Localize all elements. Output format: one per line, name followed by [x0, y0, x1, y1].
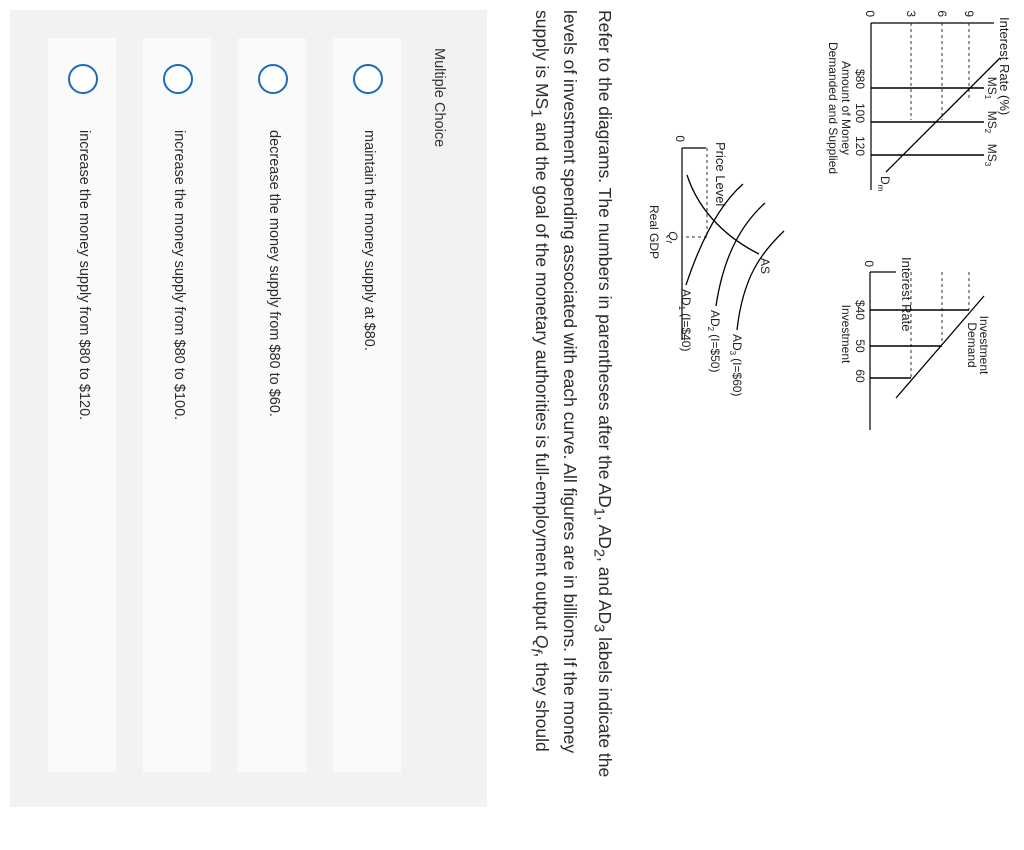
money-xtick-100: 100: [853, 102, 867, 124]
money-ytick-3: 3: [904, 10, 918, 17]
choice-label-2: decrease the money supply from $80 to $60.: [266, 130, 282, 417]
investment-xlabel: Investment: [839, 304, 853, 364]
choice-option-2[interactable]: [238, 38, 306, 772]
adas-origin: 0: [673, 135, 687, 142]
ms1-label: $MS_1$: [983, 76, 999, 100]
money-demand-label: $D_m$: [876, 176, 892, 192]
choice-label-4: increase the money supply from $80 to $120.: [76, 130, 92, 421]
choice-option-4[interactable]: [48, 38, 116, 772]
choice-option-3[interactable]: [143, 38, 211, 772]
ad-as-graph: [647, 135, 784, 396]
money-origin: 0: [863, 10, 877, 17]
money-xlabel-line1: Amount of Money: [839, 60, 853, 156]
investment-curve-label-line2: Demand: [965, 322, 979, 368]
radio-button-2[interactable]: [258, 64, 288, 94]
multiple-choice-title: Multiple Choice: [431, 48, 447, 148]
investment-xtick-60: 60: [853, 369, 867, 383]
ad3-label: $AD_3(I=\$60)$: [728, 334, 744, 397]
money-xlabel-line2: Demanded and Supplied: [826, 41, 840, 175]
radio-button-1[interactable]: [353, 64, 383, 94]
radio-button-3[interactable]: [163, 64, 193, 94]
investment-origin: 0: [862, 260, 876, 267]
ad2-curve: [716, 203, 765, 306]
choice-label-1: maintain the money supply at $80.: [361, 130, 377, 351]
money-xtick-120: 120: [853, 135, 867, 157]
investment-xtick-40: $40: [853, 299, 867, 321]
ms3-label: $MS_3$: [983, 143, 999, 167]
money-ytick-6: 6: [935, 10, 949, 17]
adas-xlabel: Real GDP: [647, 204, 661, 260]
adas-ylabel: Price Level: [713, 142, 728, 207]
choice-option-1[interactable]: [333, 38, 401, 772]
investment-xtick-50: 50: [853, 339, 867, 353]
money-ylabel: Interest Rate (%): [997, 17, 1012, 116]
ad1-label: $AD_1(I=\$40)$: [677, 289, 693, 352]
diagrams: [584, 0, 1024, 850]
investment-curve-label-line1: Investment: [977, 315, 991, 375]
question-text: Refer to the diagrams. The numbers in parentheses after the $AD_1$, $AD_2$, and $AD_3$ labels indicate the levels of investment spending associated with each curve. All figures are in billions. If the money supply is $MS_1$ and the goal of the monetary authorities is full-employment output $Q_f$, they should: [528, 10, 615, 778]
money-xtick-80: $80: [853, 68, 867, 90]
multiple-choice-panel: [10, 10, 487, 807]
money-market-graph: [826, 10, 1012, 191]
ad2-label: $AD_2(I=\$50)$: [706, 310, 722, 373]
qf-label: $Q_f$: [664, 231, 680, 243]
money-ytick-9: 9: [962, 10, 976, 17]
as-label: AS: [758, 258, 772, 275]
ms2-label: $MS_2$: [983, 110, 999, 134]
investment-demand-graph: [839, 257, 991, 430]
investment-ylabel: Interest Rate: [899, 257, 914, 332]
choice-label-3: increase the money supply from $80 to $100.: [171, 130, 187, 421]
radio-button-4[interactable]: [68, 64, 98, 94]
